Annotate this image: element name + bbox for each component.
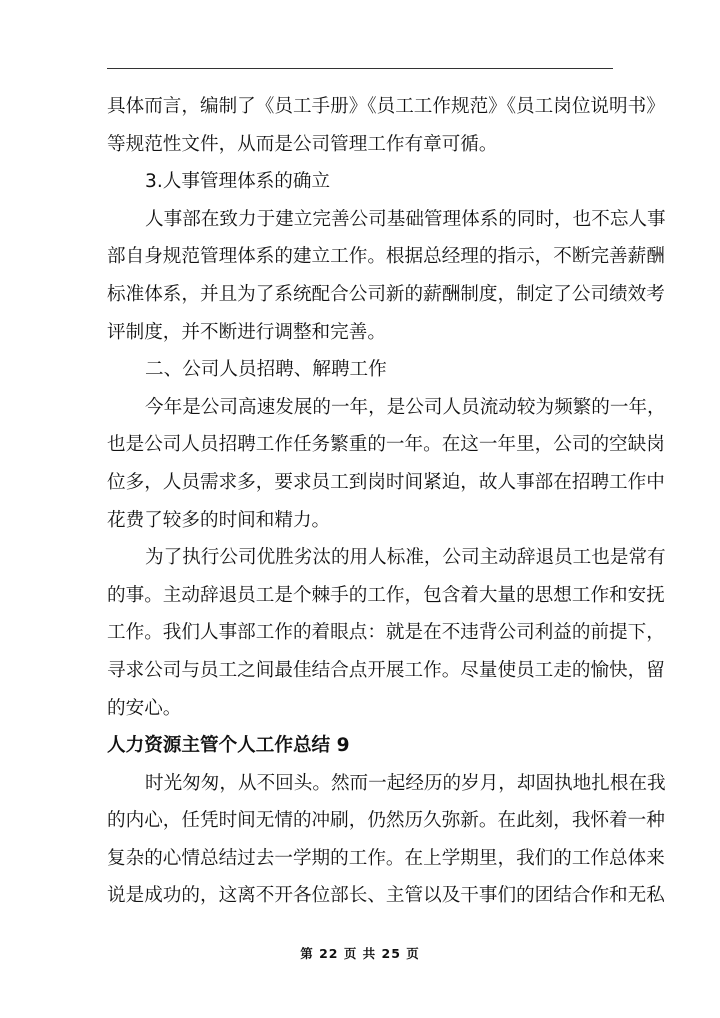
text-line: 位多，人员需求多，要求员工到岗时间紧迫，故人事部在招聘工作中	[107, 471, 665, 493]
text-line: 标准体系，并且为了系统配合公司新的薪酬制度，制定了公司绩效考	[107, 283, 665, 305]
text-line: 说是成功的，这离不开各位部长、主管以及干事们的团结合作和无私	[107, 885, 665, 907]
text-line: 人事部在致力于建立完善公司基础管理体系的同时，也不忘人事	[145, 208, 666, 230]
text-line: 寻求公司与员工之间最佳结合点开展工作。尽量使员工走的愉快，留	[107, 659, 665, 681]
text-line: 的事。主动辞退员工是个棘手的工作，包含着大量的思想工作和安抚	[107, 584, 665, 606]
page-number-footer: 第 22 页 共 25 页	[300, 946, 420, 961]
text-line: 花费了较多的时间和精力。	[107, 509, 331, 531]
text-line: 评制度，并不断进行调整和完善。	[107, 321, 386, 343]
text-line: 的安心。	[107, 697, 182, 719]
text-line: 时光匆匆，从不回头。然而一起经历的岁月，却固执地扎根在我	[145, 772, 666, 794]
text-line: 具体而言，编制了《员工手册》《员工工作规范》《员工岗位说明书》	[107, 96, 665, 117]
text-line: 也是公司人员招聘工作任务繁重的一年。在这一年里，公司的空缺岗	[107, 434, 665, 456]
section-heading: 人力资源主管个人工作总结 9	[107, 735, 350, 757]
text-line: 的内心，任凭时间无情的冲刷，仍然历久弥新。在此刻，我怀着一种	[107, 810, 665, 832]
header-rule	[107, 68, 613, 69]
text-line: 复杂的心情总结过去一学期的工作。在上学期里，我们的工作总体来	[107, 847, 665, 869]
text-line: 为了执行公司优胜劣汰的用人标准，公司主动辞退员工也是常有	[145, 547, 666, 569]
text-line: 今年是公司高速发展的一年，是公司人员流动较为频繁的一年，	[145, 396, 666, 418]
text-line: 部自身规范管理体系的建立工作。根据总经理的指示，不断完善薪酬	[107, 246, 665, 268]
text-line: 二、公司人员招聘、解聘工作	[145, 359, 387, 381]
text-line: 工作。我们人事部工作的着眼点：就是在不违背公司利益的前提下，	[107, 622, 665, 644]
text-line: 等规范性文件，从而是公司管理工作有章可循。	[107, 133, 498, 155]
document-body	[107, 92, 666, 919]
text-line: 3.人事管理体系的确立	[145, 171, 331, 193]
